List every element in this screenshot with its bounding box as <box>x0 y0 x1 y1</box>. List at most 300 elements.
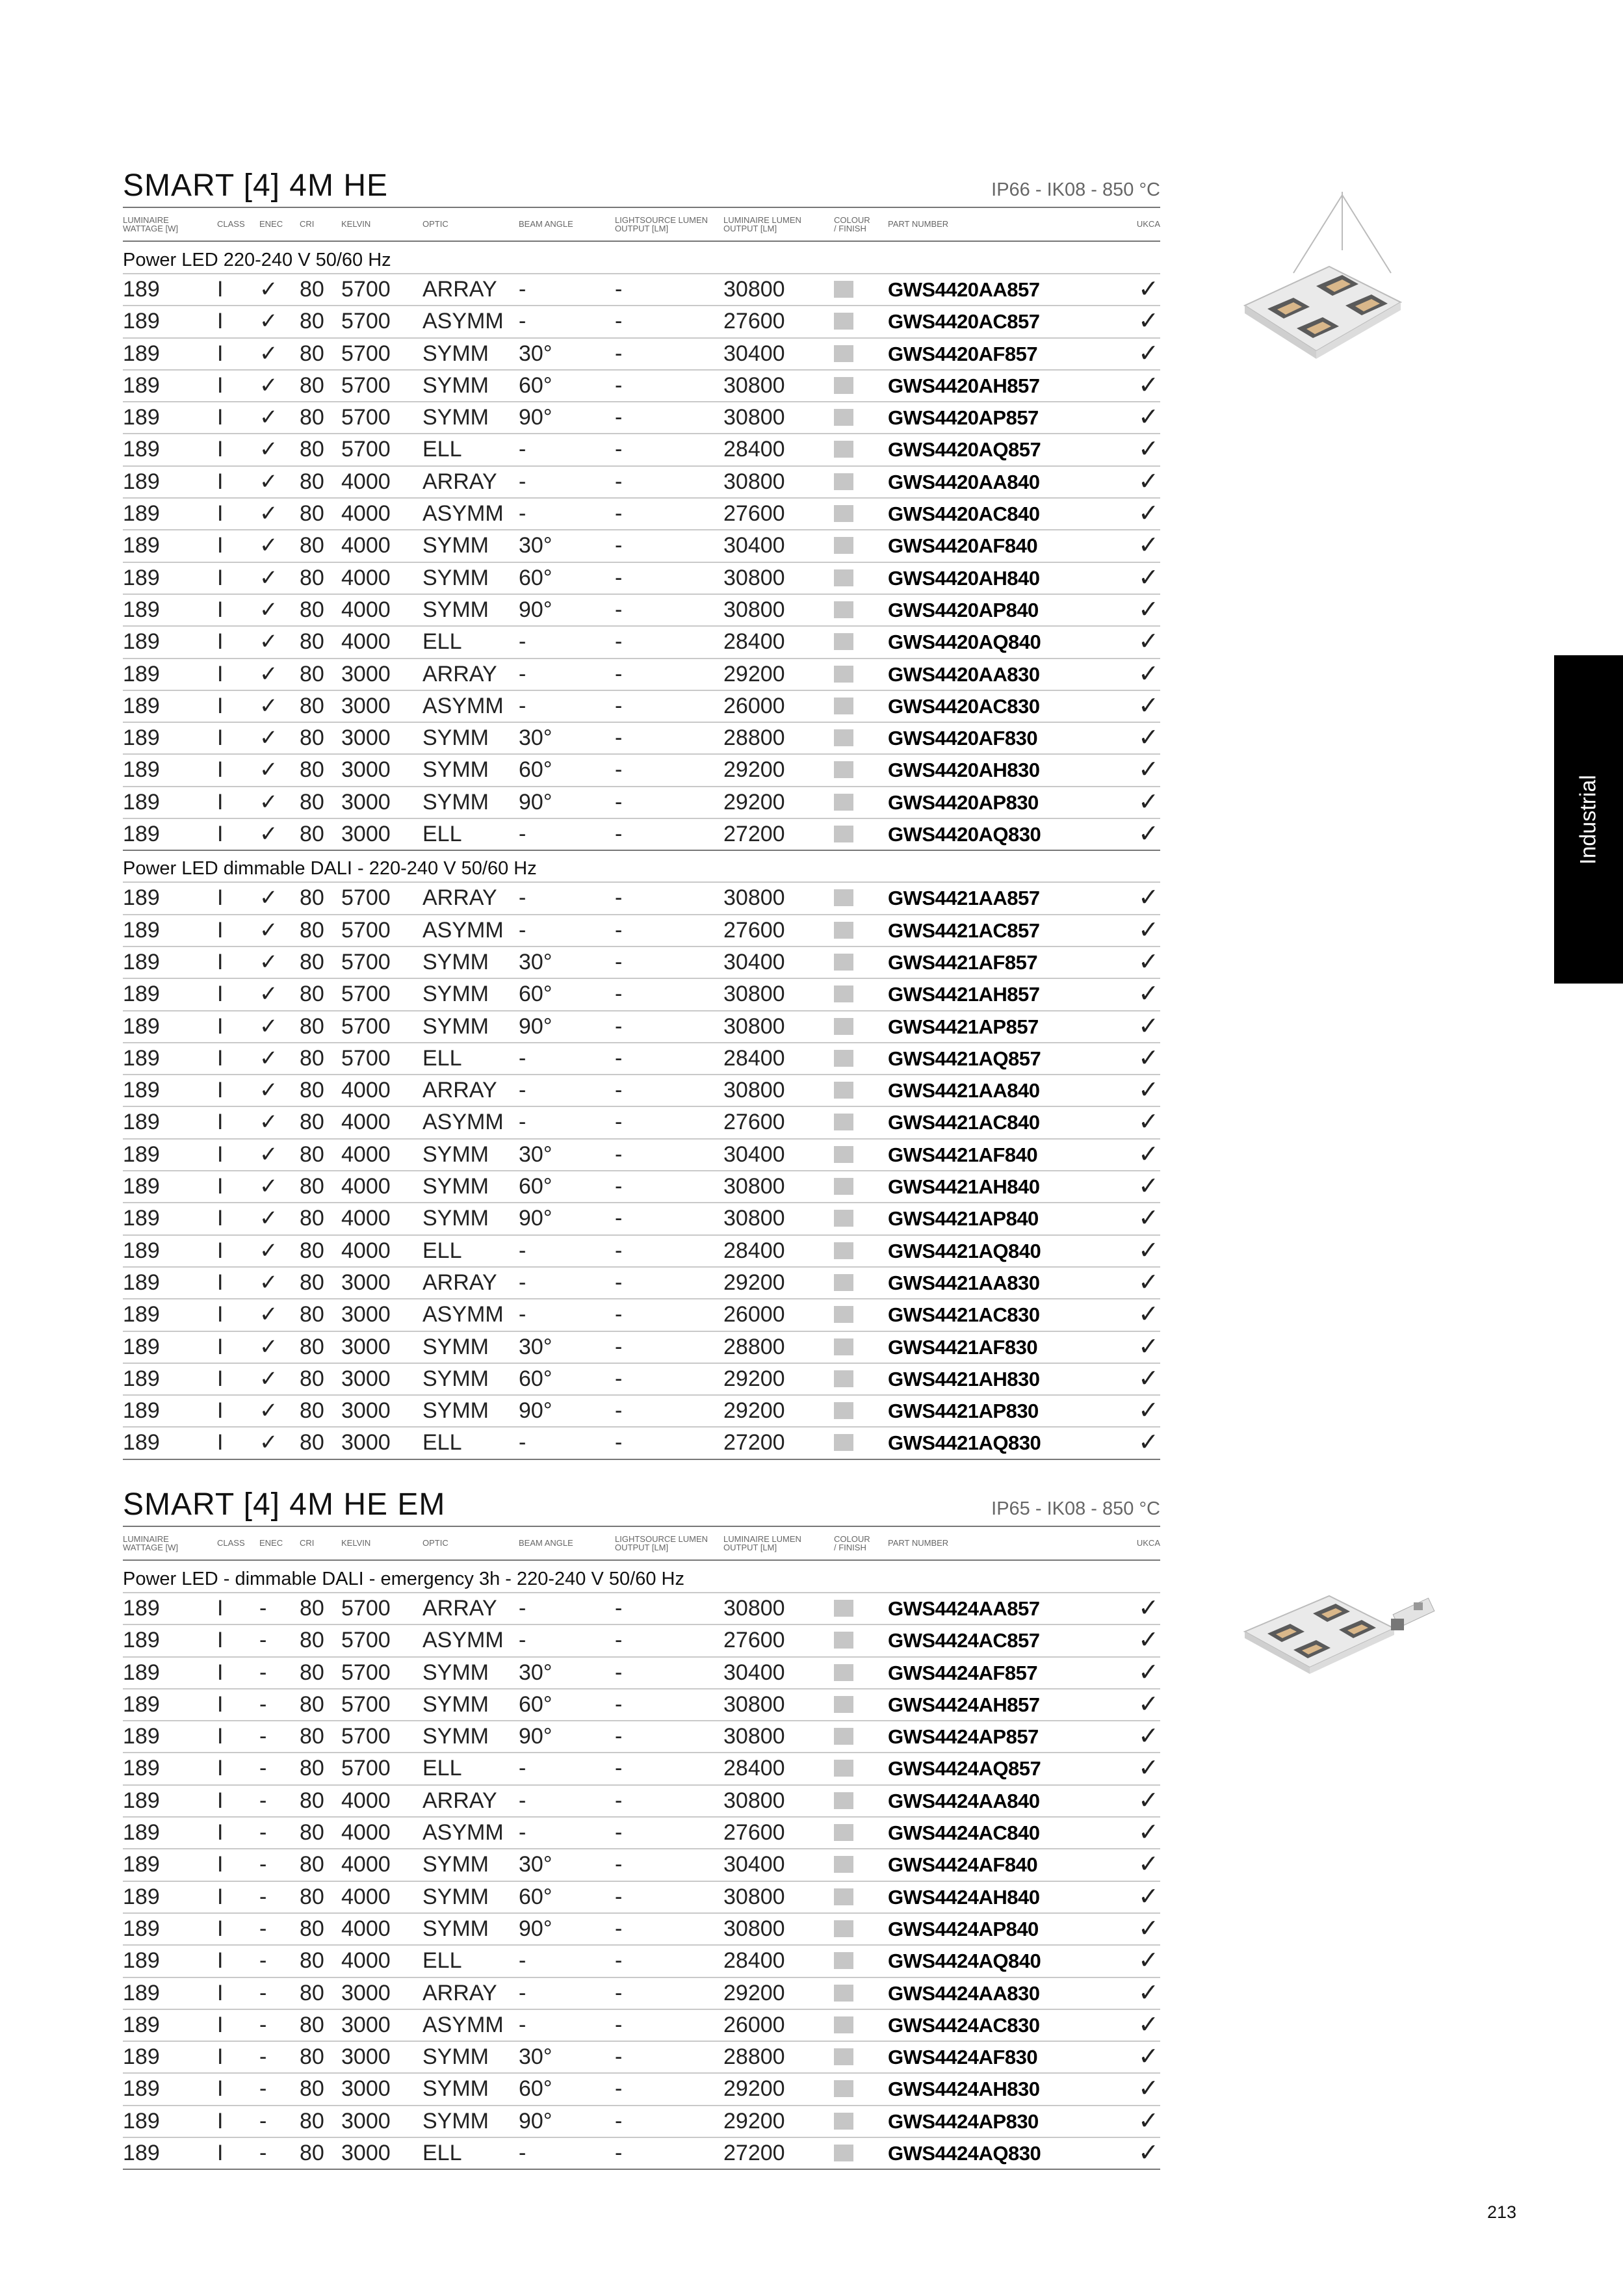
cell-lightsource-lumen: - <box>615 565 623 590</box>
cell-cri: 80 <box>300 1366 324 1391</box>
enec-check-icon: ✓ <box>259 693 278 718</box>
enec-check-icon: ✓ <box>259 661 278 686</box>
cell-lightsource-lumen: - <box>615 885 623 911</box>
cell-kelvin: 3000 <box>341 725 391 751</box>
cell-wattage: 189 <box>123 2012 160 2037</box>
cell-luminaire-lumen: 30800 <box>723 1691 785 1717</box>
ukca-check-icon: ✓ <box>1138 820 1159 848</box>
enec-check-icon: ✓ <box>259 982 278 1007</box>
cell-optic: SYMM <box>422 533 489 558</box>
cell-wattage: 189 <box>123 2141 160 2166</box>
cell-wattage: 189 <box>123 1334 160 1359</box>
colour-swatch <box>834 1824 853 1841</box>
part-number: GWS4421AH857 <box>888 983 1040 1006</box>
cell-luminaire-lumen: 30400 <box>723 1852 785 1877</box>
cell-wattage: 189 <box>123 789 160 815</box>
cell-luminaire-lumen: 29200 <box>723 1270 785 1295</box>
cell-wattage: 189 <box>123 1724 160 1749</box>
cell-beam-angle: 30° <box>519 2044 552 2070</box>
part-number: GWS4420AQ857 <box>888 438 1041 462</box>
table-row <box>123 625 1160 657</box>
cell-luminaire-lumen: 30800 <box>723 1788 785 1813</box>
ukca-check-icon: ✓ <box>1138 1044 1159 1072</box>
column-header-lightsource-lumen: LIGHTSOURCE LUMEN OUTPUT [LM] <box>615 1534 708 1552</box>
cell-kelvin: 3000 <box>341 1398 391 1424</box>
cell-kelvin: 4000 <box>341 1174 391 1199</box>
enec-check-icon: ✓ <box>259 469 278 494</box>
enec-check-icon: ✓ <box>259 277 278 302</box>
cell-wattage: 189 <box>123 1078 160 1103</box>
column-header-colour: COLOUR / FINISH <box>834 215 870 233</box>
table-row <box>123 818 1160 851</box>
cell-wattage: 189 <box>123 885 160 911</box>
cell-optic: ELL <box>422 629 462 655</box>
enec-check-icon: ✓ <box>259 533 278 558</box>
cell-class: I <box>217 693 224 718</box>
colour-swatch <box>834 1600 853 1617</box>
cell-kelvin: 3000 <box>341 1302 391 1327</box>
table-row <box>123 1010 1160 1042</box>
table-row <box>123 1592 1160 1624</box>
ukca-check-icon: ✓ <box>1138 1626 1159 1654</box>
part-number: GWS4424AA830 <box>888 1981 1040 2005</box>
cell-beam-angle: 60° <box>519 1174 552 1199</box>
table-row <box>123 273 1160 305</box>
cell-optic: SYMM <box>422 757 489 783</box>
cell-kelvin: 3000 <box>341 789 391 815</box>
colour-swatch <box>834 1728 853 1745</box>
column-header-class: CLASS <box>217 219 245 229</box>
cell-wattage: 189 <box>123 1756 160 1781</box>
colour-swatch <box>834 826 853 842</box>
table-row <box>123 1977 1160 2009</box>
cell-beam-angle: 60° <box>519 1691 552 1717</box>
cell-wattage: 189 <box>123 341 160 366</box>
cell-lightsource-lumen: - <box>615 1756 623 1781</box>
cell-optic: SYMM <box>422 2108 489 2133</box>
enec-check-icon: ✓ <box>259 405 278 430</box>
part-number: GWS4424AQ830 <box>888 2142 1041 2165</box>
cell-enec: - <box>259 1852 267 1877</box>
cell-beam-angle: 30° <box>519 1660 552 1685</box>
cell-beam-angle: - <box>519 1078 526 1103</box>
colour-swatch <box>834 1306 853 1323</box>
table-row <box>123 1624 1160 1656</box>
cell-beam-angle: 60° <box>519 1884 552 1909</box>
cell-class: I <box>217 2044 224 2070</box>
cell-class: I <box>217 1691 224 1717</box>
cell-kelvin: 4000 <box>341 1788 391 1813</box>
part-number: GWS4424AQ840 <box>888 1950 1041 1973</box>
table-row <box>123 946 1160 978</box>
cell-kelvin: 4000 <box>341 1852 391 1877</box>
cell-lightsource-lumen: - <box>615 309 623 334</box>
colour-swatch <box>834 1210 853 1227</box>
cell-optic: ELL <box>422 1238 462 1263</box>
cell-cri: 80 <box>300 1788 324 1813</box>
cell-lightsource-lumen: - <box>615 822 623 847</box>
cell-cri: 80 <box>300 2141 324 2166</box>
part-number: GWS4424AC840 <box>888 1821 1040 1845</box>
cell-cri: 80 <box>300 1078 324 1103</box>
cell-class: I <box>217 1852 224 1877</box>
cell-lightsource-lumen: - <box>615 1174 623 1199</box>
cell-cri: 80 <box>300 469 324 494</box>
cell-luminaire-lumen: 30400 <box>723 341 785 366</box>
cell-lightsource-lumen: - <box>615 1398 623 1424</box>
cell-beam-angle: - <box>519 1980 526 2005</box>
colour-swatch <box>834 1985 853 2002</box>
cell-optic: SYMM <box>422 1724 489 1749</box>
colour-swatch <box>834 1856 853 1873</box>
cell-wattage: 189 <box>123 693 160 718</box>
colour-swatch <box>834 569 853 586</box>
cell-kelvin: 5700 <box>341 917 391 943</box>
column-header-luminaire-lumen: LUMINAIRE LUMEN OUTPUT [LM] <box>723 1534 801 1552</box>
column-header-wattage: LUMINAIRE WATTAGE [W] <box>123 1534 178 1552</box>
colour-swatch <box>834 505 853 522</box>
ukca-check-icon: ✓ <box>1138 404 1159 432</box>
cell-luminaire-lumen: 29200 <box>723 789 785 815</box>
ukca-check-icon: ✓ <box>1138 724 1159 752</box>
cell-lightsource-lumen: - <box>615 757 623 783</box>
cell-luminaire-lumen: 30400 <box>723 949 785 974</box>
table-row <box>123 1331 1160 1363</box>
ukca-check-icon: ✓ <box>1138 1333 1159 1361</box>
cell-wattage: 189 <box>123 309 160 334</box>
cell-cri: 80 <box>300 1691 324 1717</box>
cell-kelvin: 4000 <box>341 1916 391 1941</box>
cell-enec: - <box>259 2076 267 2102</box>
cell-kelvin: 5700 <box>341 277 391 302</box>
cell-cri: 80 <box>300 1174 324 1199</box>
ukca-check-icon: ✓ <box>1138 2075 1159 2103</box>
cell-optic: ASYMM <box>422 501 504 527</box>
cell-lightsource-lumen: - <box>615 2044 623 2070</box>
cell-beam-angle: 90° <box>519 405 552 430</box>
cell-class: I <box>217 341 224 366</box>
cell-kelvin: 3000 <box>341 1270 391 1295</box>
cell-optic: ARRAY <box>422 1980 497 2005</box>
cell-cri: 80 <box>300 661 324 686</box>
cell-optic: SYMM <box>422 1013 489 1039</box>
enec-check-icon: ✓ <box>259 1270 278 1295</box>
cell-optic: SYMM <box>422 2044 489 2070</box>
colour-swatch <box>834 2016 853 2033</box>
cell-kelvin: 5700 <box>341 982 391 1007</box>
cell-beam-angle: 90° <box>519 1013 552 1039</box>
colour-swatch <box>834 889 853 906</box>
enec-check-icon: ✓ <box>259 597 278 622</box>
cell-cri: 80 <box>300 372 324 398</box>
product-section-smart-4m-he-em <box>123 1487 1160 2170</box>
cell-wattage: 189 <box>123 405 160 430</box>
ukca-check-icon: ✓ <box>1138 371 1159 399</box>
cell-lightsource-lumen: - <box>615 661 623 686</box>
cell-luminaire-lumen: 29200 <box>723 1366 785 1391</box>
cell-optic: ARRAY <box>422 277 497 302</box>
cell-beam-angle: - <box>519 1110 526 1135</box>
cell-beam-angle: 90° <box>519 1206 552 1231</box>
cell-lightsource-lumen: - <box>615 1884 623 1909</box>
product-image-smart-4m-he <box>1232 189 1414 371</box>
ukca-check-icon: ✓ <box>1138 1205 1159 1233</box>
product-section-smart-4m-he <box>123 168 1160 1460</box>
cell-luminaire-lumen: 30400 <box>723 1141 785 1167</box>
ukca-check-icon: ✓ <box>1138 948 1159 976</box>
colour-swatch <box>834 2113 853 2130</box>
cell-beam-angle: 30° <box>519 341 552 366</box>
cell-optic: ASYMM <box>422 2012 504 2037</box>
colour-swatch <box>834 794 853 811</box>
cell-kelvin: 4000 <box>341 1141 391 1167</box>
cell-luminaire-lumen: 27600 <box>723 501 785 527</box>
cell-class: I <box>217 1366 224 1391</box>
cell-lightsource-lumen: - <box>615 501 623 527</box>
cell-cri: 80 <box>300 1916 324 1941</box>
cell-wattage: 189 <box>123 822 160 847</box>
cell-wattage: 189 <box>123 469 160 494</box>
enec-check-icon: ✓ <box>259 1045 278 1071</box>
cell-kelvin: 3000 <box>341 2044 391 2070</box>
cell-lightsource-lumen: - <box>615 1110 623 1135</box>
table-row <box>123 658 1160 690</box>
cell-cri: 80 <box>300 597 324 622</box>
ukca-check-icon: ✓ <box>1138 660 1159 688</box>
part-number: GWS4420AF840 <box>888 534 1038 558</box>
cell-cri: 80 <box>300 949 324 974</box>
cell-wattage: 189 <box>123 1788 160 1813</box>
cell-cri: 80 <box>300 885 324 911</box>
cell-optic: SYMM <box>422 949 489 974</box>
cell-wattage: 189 <box>123 2044 160 2070</box>
ukca-check-icon: ✓ <box>1138 1140 1159 1168</box>
group-label: Power LED 220-240 V 50/60 Hz <box>123 250 391 270</box>
cell-cri: 80 <box>300 629 324 655</box>
column-header-class: CLASS <box>217 1538 245 1548</box>
column-header-kelvin: KELVIN <box>341 219 371 229</box>
cell-wattage: 189 <box>123 1691 160 1717</box>
cell-optic: ARRAY <box>422 885 497 911</box>
cell-lightsource-lumen: - <box>615 2012 623 2037</box>
cell-class: I <box>217 917 224 943</box>
table-row <box>123 305 1160 337</box>
cell-beam-angle: 90° <box>519 789 552 815</box>
cell-wattage: 189 <box>123 1430 160 1455</box>
cell-optic: ASYMM <box>422 693 504 718</box>
colour-swatch <box>834 954 853 971</box>
cell-optic: SYMM <box>422 1206 489 1231</box>
cell-luminaire-lumen: 29200 <box>723 1398 785 1424</box>
cell-kelvin: 4000 <box>341 1884 391 1909</box>
cell-beam-angle: 60° <box>519 2076 552 2102</box>
column-header-beam-angle: BEAM ANGLE <box>519 1538 573 1548</box>
enec-check-icon: ✓ <box>259 501 278 527</box>
cell-luminaire-lumen: 30800 <box>723 1174 785 1199</box>
cell-optic: SYMM <box>422 982 489 1007</box>
cell-wattage: 189 <box>123 1366 160 1391</box>
cell-beam-angle: - <box>519 1045 526 1071</box>
cell-beam-angle: - <box>519 1948 526 1974</box>
cell-cri: 80 <box>300 789 324 815</box>
cell-luminaire-lumen: 26000 <box>723 1302 785 1327</box>
ukca-check-icon: ✓ <box>1138 532 1159 560</box>
part-number: GWS4420AA840 <box>888 470 1040 493</box>
cell-cri: 80 <box>300 565 324 590</box>
colour-swatch <box>834 441 853 458</box>
cell-class: I <box>217 2076 224 2102</box>
cell-luminaire-lumen: 27200 <box>723 822 785 847</box>
cell-wattage: 189 <box>123 629 160 655</box>
part-number: GWS4424AP857 <box>888 1725 1039 1749</box>
cell-lightsource-lumen: - <box>615 789 623 815</box>
part-number: GWS4420AQ840 <box>888 631 1041 654</box>
cell-cri: 80 <box>300 1852 324 1877</box>
cell-optic: ARRAY <box>422 661 497 686</box>
cell-class: I <box>217 1174 224 1199</box>
colour-swatch <box>834 1274 853 1291</box>
part-number: GWS4421AQ840 <box>888 1239 1041 1262</box>
cell-lightsource-lumen: - <box>615 1045 623 1071</box>
cell-luminaire-lumen: 29200 <box>723 757 785 783</box>
cell-cri: 80 <box>300 2012 324 2037</box>
cell-luminaire-lumen: 30800 <box>723 469 785 494</box>
cell-kelvin: 3000 <box>341 757 391 783</box>
ukca-check-icon: ✓ <box>1138 467 1159 495</box>
colour-swatch <box>834 1050 853 1067</box>
cell-optic: SYMM <box>422 1691 489 1717</box>
colour-swatch <box>834 2080 853 2097</box>
ukca-check-icon: ✓ <box>1138 1979 1159 2007</box>
cell-lightsource-lumen: - <box>615 1302 623 1327</box>
part-number: GWS4424AH857 <box>888 1693 1040 1716</box>
enec-check-icon: ✓ <box>259 757 278 783</box>
group-label: Power LED - dimmable DALI - emergency 3h - 220-240 V 50/60 Hz <box>123 1569 684 1589</box>
cell-kelvin: 5700 <box>341 309 391 334</box>
cell-beam-angle: 30° <box>519 949 552 974</box>
table-row <box>123 786 1160 818</box>
cell-class: I <box>217 1596 224 1621</box>
cell-luminaire-lumen: 30800 <box>723 885 785 911</box>
cell-optic: ASYMM <box>422 917 504 943</box>
cell-kelvin: 3000 <box>341 2141 391 2166</box>
part-number: GWS4424AF857 <box>888 1661 1038 1684</box>
cell-cri: 80 <box>300 501 324 527</box>
table-row <box>123 1234 1160 1266</box>
enec-check-icon: ✓ <box>259 1110 278 1135</box>
cell-beam-angle: - <box>519 437 526 462</box>
ukca-check-icon: ✓ <box>1138 1364 1159 1392</box>
cell-kelvin: 3000 <box>341 822 391 847</box>
colour-swatch <box>834 1664 853 1681</box>
cell-optic: ELL <box>422 437 462 462</box>
section-header <box>123 1487 1160 1526</box>
ukca-check-icon: ✓ <box>1138 564 1159 592</box>
cell-lightsource-lumen: - <box>615 982 623 1007</box>
colour-swatch <box>834 601 853 618</box>
cell-enec: - <box>259 1660 267 1685</box>
table-row <box>123 1656 1160 1688</box>
cell-beam-angle: 60° <box>519 565 552 590</box>
cell-optic: SYMM <box>422 1660 489 1685</box>
cell-class: I <box>217 533 224 558</box>
cell-beam-angle: 30° <box>519 533 552 558</box>
cell-class: I <box>217 1302 224 1327</box>
cell-luminaire-lumen: 27600 <box>723 1820 785 1846</box>
cell-cri: 80 <box>300 277 324 302</box>
cell-beam-angle: - <box>519 629 526 655</box>
cell-kelvin: 4000 <box>341 629 391 655</box>
cell-class: I <box>217 1045 224 1071</box>
cell-cri: 80 <box>300 1270 324 1295</box>
enec-check-icon: ✓ <box>259 1398 278 1424</box>
table-row <box>123 690 1160 722</box>
cell-lightsource-lumen: - <box>615 2108 623 2133</box>
cell-enec: - <box>259 1948 267 1974</box>
part-number: GWS4421AA840 <box>888 1079 1040 1102</box>
cell-class: I <box>217 309 224 334</box>
cell-lightsource-lumen: - <box>615 1206 623 1231</box>
cell-beam-angle: - <box>519 917 526 943</box>
cell-kelvin: 5700 <box>341 1756 391 1781</box>
cell-luminaire-lumen: 30800 <box>723 1206 785 1231</box>
cell-cri: 80 <box>300 1110 324 1135</box>
cell-wattage: 189 <box>123 1270 160 1295</box>
table-row <box>123 562 1160 594</box>
cell-enec: - <box>259 1916 267 1941</box>
cell-kelvin: 4000 <box>341 1110 391 1135</box>
cell-beam-angle: - <box>519 277 526 302</box>
cell-cri: 80 <box>300 693 324 718</box>
cell-beam-angle: - <box>519 1756 526 1781</box>
cell-luminaire-lumen: 27200 <box>723 2141 785 2166</box>
colour-swatch <box>834 1114 853 1130</box>
part-number: GWS4424AQ857 <box>888 1757 1041 1781</box>
cell-optic: ASYMM <box>422 1302 504 1327</box>
cell-lightsource-lumen: - <box>615 341 623 366</box>
ukca-check-icon: ✓ <box>1138 1173 1159 1201</box>
cell-beam-angle: 30° <box>519 1141 552 1167</box>
cell-wattage: 189 <box>123 1660 160 1685</box>
ukca-check-icon: ✓ <box>1138 788 1159 816</box>
cell-wattage: 189 <box>123 1884 160 1909</box>
cell-beam-angle: - <box>519 1270 526 1295</box>
cell-class: I <box>217 1206 224 1231</box>
cell-luminaire-lumen: 27600 <box>723 1110 785 1135</box>
enec-check-icon: ✓ <box>259 1238 278 1263</box>
colour-swatch <box>834 1696 853 1713</box>
part-number: GWS4424AA857 <box>888 1597 1040 1620</box>
cell-beam-angle: - <box>519 661 526 686</box>
cell-kelvin: 5700 <box>341 405 391 430</box>
cell-enec: - <box>259 1756 267 1781</box>
cell-class: I <box>217 1660 224 1685</box>
part-number: GWS4421AF857 <box>888 950 1038 974</box>
ukca-check-icon: ✓ <box>1138 1012 1159 1040</box>
cell-optic: ARRAY <box>422 469 497 494</box>
colour-swatch <box>834 666 853 683</box>
cell-cri: 80 <box>300 341 324 366</box>
enec-check-icon: ✓ <box>259 725 278 751</box>
part-number: GWS4420AA857 <box>888 278 1040 301</box>
cell-kelvin: 4000 <box>341 469 391 494</box>
cell-lightsource-lumen: - <box>615 1660 623 1685</box>
table-row <box>123 1106 1160 1138</box>
cell-luminaire-lumen: 28400 <box>723 1238 785 1263</box>
cell-luminaire-lumen: 28400 <box>723 1045 785 1071</box>
table-body <box>123 881 1160 1459</box>
cell-wattage: 189 <box>123 1398 160 1424</box>
